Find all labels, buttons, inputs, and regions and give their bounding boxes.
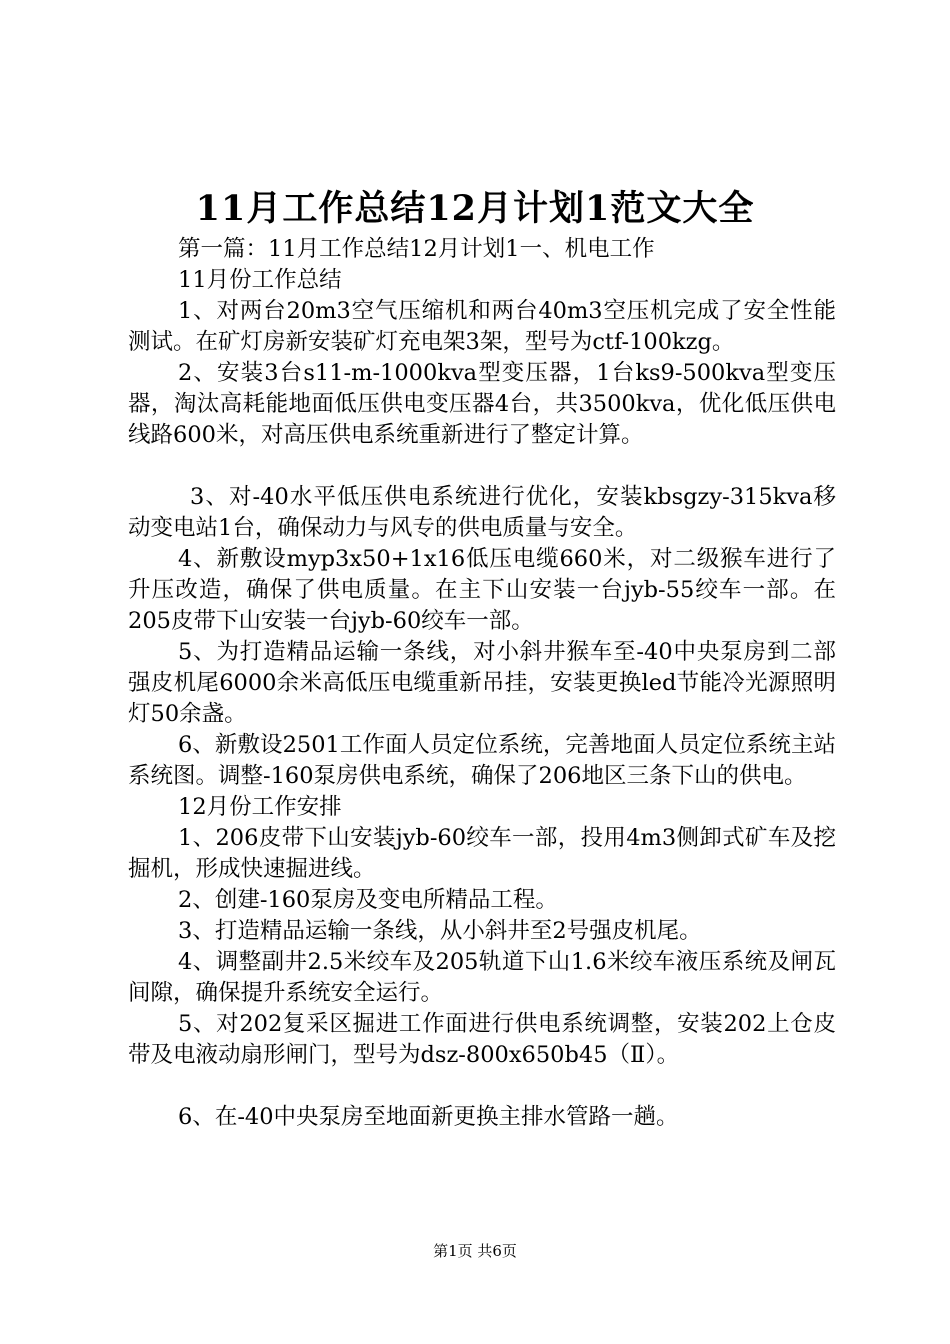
paragraph: 2、安装3台s11-m-1000kva型变压器，1台ks9-500kva型变压器，淘汰高耗能地面低压供电变压器4台，共3500kva，优化低压供电线路600米，对高压供电系统重新进行了整定计算。 bbox=[128, 360, 836, 448]
document-title: 11月工作总结12月计划1范文大全 bbox=[195, 188, 755, 229]
paragraph: 1、对两台20m3空气压缩机和两台40m3空压机完成了安全性能测试。在矿灯房新安装矿灯充电架3架，型号为ctf-100kzg。 bbox=[128, 298, 836, 355]
paragraph: 4、调整副井2.5米绞车及205轨道下山1.6米绞车液压系统及闸瓦间隙，确保提升系统安全运行。 bbox=[128, 949, 836, 1006]
document-body bbox=[128, 234, 836, 1133]
paragraph: 6、在-40中央泵房至地面新更换主排水管路一趟。 bbox=[178, 1104, 679, 1130]
paragraph: 2、创建-160泵房及变电所精品工程。 bbox=[178, 887, 558, 913]
section-heading: 第一篇：11月工作总结12月计划1一、机电工作 bbox=[178, 236, 655, 262]
paragraph: 3、对-40水平低压供电系统进行优化，安装kbsgzy-315kva移动变电站1台，确保动力与风专的供电质量与安全。 bbox=[128, 484, 836, 541]
subsection-heading: 11月份工作总结 bbox=[178, 267, 342, 293]
paragraph: 3、打造精品运输一条线，从小斜井至2号强皮机尾。 bbox=[178, 918, 702, 944]
page-number-footer: 第1页 共6页 bbox=[433, 1242, 517, 1260]
paragraph: 1、206皮带下山安装jyb-60绞车一部，投用4m3侧卸式矿车及挖掘机，形成快速掘进线。 bbox=[128, 825, 836, 882]
paragraph: 5、为打造精品运输一条线，对小斜井猴车至-40中央泵房到二部强皮机尾6000余米高低压电缆重新吊挂，安装更换led节能冷光源照明灯50余盏。 bbox=[128, 639, 836, 727]
paragraph: 6、新敷设2501工作面人员定位系统，完善地面人员定位系统主站系统图。调整-160泵房供电系统，确保了206地区三条下山的供电。 bbox=[128, 732, 836, 789]
subsection-heading: 12月份工作安排 bbox=[178, 794, 342, 820]
paragraph: 4、新敷设myp3x50+1x16低压电缆660米，对二级猴车进行了升压改造，确保了供电质量。在主下山安装一台jyb-55绞车一部。在205皮带下山安装一台jyb-60绞车一部。 bbox=[128, 546, 836, 634]
paragraph: 5、对202复采区掘进工作面进行供电系统调整，安装202上仓皮带及电液动扇形闸门，型号为dsz-800x650b45（Ⅱ）。 bbox=[128, 1011, 836, 1068]
